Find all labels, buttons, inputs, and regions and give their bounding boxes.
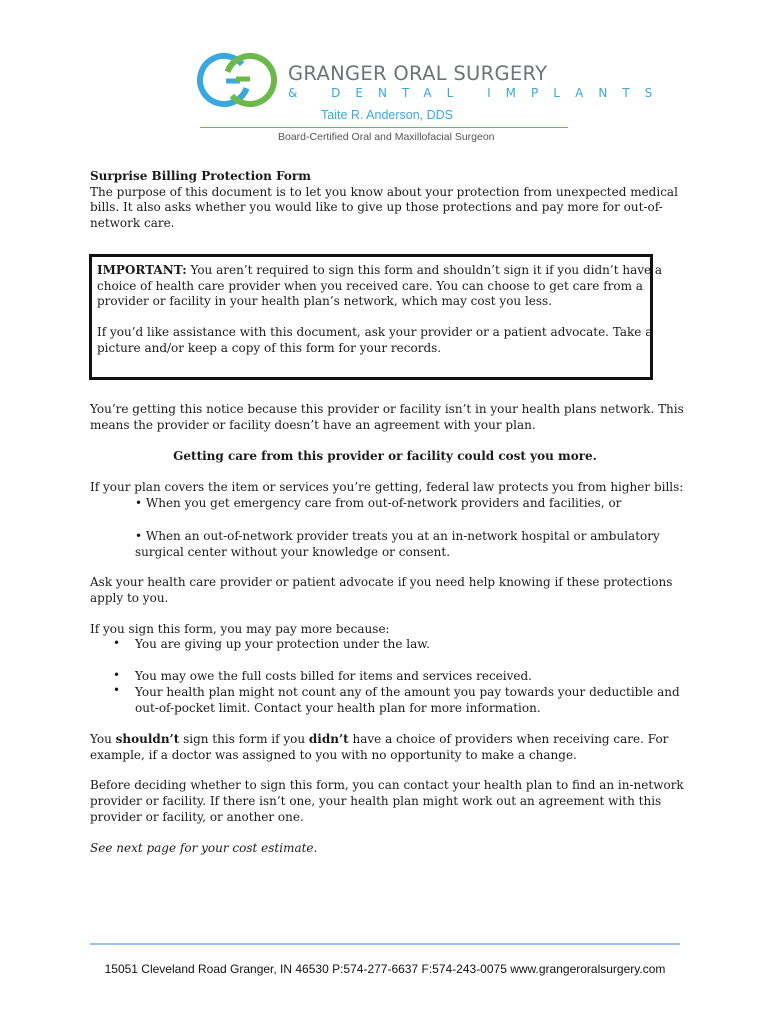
bullet-icon: • (113, 683, 121, 697)
important-line-2: choice of health care provider when you received care. You can choose to get care from a (97, 279, 643, 293)
ask-line-1: Ask your health care provider or patient advocate if you need help knowing if these protections (90, 575, 673, 589)
important-line-1 (97, 263, 662, 279)
form-title: Surprise Billing Protection Form (90, 169, 311, 183)
pay-more-intro: If you sign this form, you may pay more because: (90, 622, 390, 636)
purpose-line-3: network care. (90, 216, 175, 230)
pay-more-item-3-cont: out-of-pocket limit. Contact your health plan for more information. (135, 701, 541, 715)
notice-line-1: You’re getting this notice because this provider or facility isn’t in your health plans network. This (90, 402, 684, 416)
shouldnt-line-1 (90, 732, 668, 748)
gg-monogram-icon (196, 50, 280, 110)
logo-divider (200, 127, 568, 128)
important-text-1: You aren’t required to sign this form and shouldn’t sign it if you didn’t have a (186, 263, 663, 277)
practice-logo (196, 50, 668, 150)
federal-bullet-1: • When you get emergency care from out-of-network providers and facilities, or (135, 496, 622, 510)
purpose-line-1: The purpose of this document is to let you know about your protection from unexpected medical (90, 185, 678, 199)
pay-more-item-3: Your health plan might not count any of the amount you pay towards your deductible and (135, 685, 680, 699)
practice-subline: & DENTAL IMPLANTS (288, 86, 668, 100)
pay-more-item-1: You are giving up your protection under the law. (135, 637, 430, 651)
before-line-1: Before deciding whether to sign this form, you can contact your health plan to find an in-network (90, 778, 684, 792)
next-page-note: See next page for your cost estimate. (90, 841, 318, 855)
cost-heading: Getting care from this provider or facility could cost you more. (173, 449, 597, 463)
federal-bullet-2: • When an out-of-network provider treats you at an in-network hospital or ambulatory (135, 529, 660, 543)
footer-contact: 15051 Cleveland Road Granger, IN 46530 P:574-277-6637 F:574-243-0075 www.grangeroralsurgery.com (104, 962, 666, 976)
shouldnt-text-a: You (90, 732, 116, 746)
federal-intro: If your plan covers the item or services you’re getting, federal law protects you from higher bills: (90, 480, 684, 494)
shouldnt-text-b: sign this form if you (179, 732, 309, 746)
doctor-name: Taite R. Anderson, DDS (321, 108, 454, 122)
ask-line-2: apply to you. (90, 591, 169, 605)
shouldnt-text-c: have a choice of providers when receiving care. For (348, 732, 669, 746)
shouldnt-line-2: example, if a doctor was assigned to you with no opportunity to make a change. (90, 748, 577, 762)
important-line-3: provider or facility in your health plan’s network, which may cost you less. (97, 294, 553, 308)
notice-line-2: means the provider or facility doesn’t have an agreement with your plan. (90, 418, 536, 432)
important-label: IMPORTANT: (97, 263, 187, 277)
before-line-2: provider or facility. If there isn’t one, your health plan might work out an agreement with this (90, 794, 662, 808)
footer-divider (90, 943, 680, 945)
shouldnt-emphasis: shouldn’t (115, 732, 180, 746)
certification-line: Board-Certified Oral and Maxillofacial Surgeon (278, 131, 495, 143)
pay-more-item-2: You may owe the full costs billed for items and services received. (135, 669, 532, 683)
bullet-icon: • (113, 668, 121, 682)
assist-line-1: If you’d like assistance with this document, ask your provider or a patient advocate. Take a (97, 325, 653, 339)
federal-bullet-2-cont: surgical center without your knowledge or consent. (135, 545, 451, 559)
purpose-line-2: bills. It also asks whether you would like to give up those protections and pay more for out-of- (90, 200, 663, 214)
practice-name: GRANGER ORAL SURGERY (288, 62, 548, 85)
assist-line-2: picture and/or keep a copy of this form for your records. (97, 341, 442, 355)
didnt-emphasis: didn’t (308, 732, 349, 746)
before-line-3: provider or facility, or another one. (90, 810, 304, 824)
bullet-icon: • (113, 636, 121, 650)
